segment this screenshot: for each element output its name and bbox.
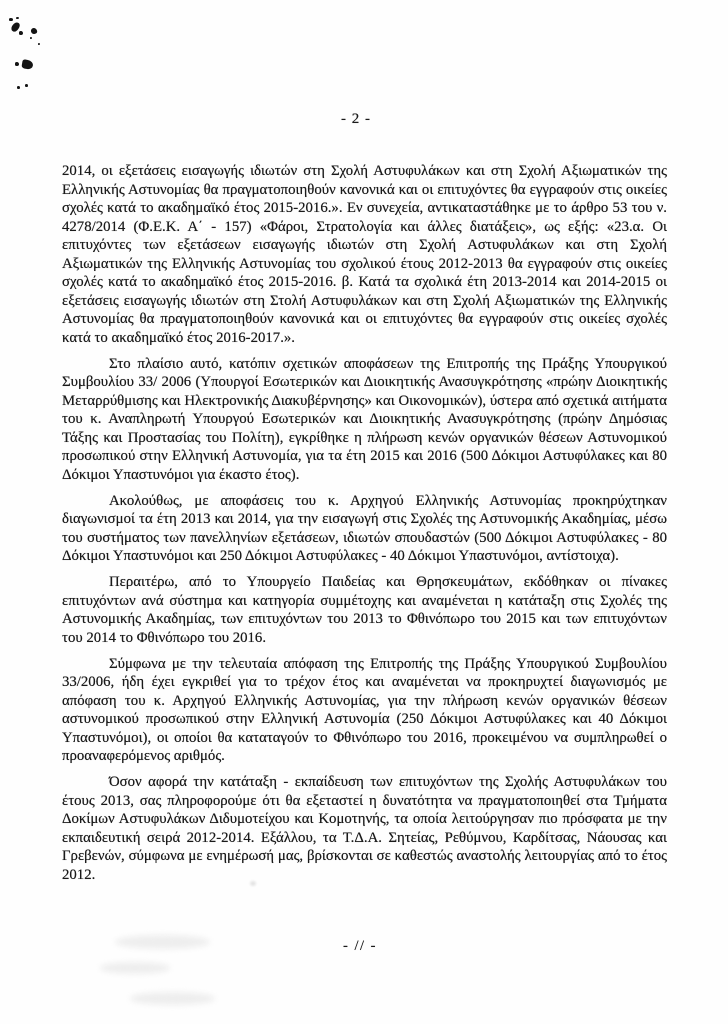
paragraph: Όσον αφορά την κατάταξη - εκπαίδευση των επιτυχόντων της Σχολής Αστυφυλάκων του έτους 2013, σας πληροφορούμε ότι θα εξεταστεί η δυνατότητα να πραγματοποιηθεί στα Τμήματα Δοκίμων Αστυφυλάκων Διδυμοτείχου και Κομοτηνής, τα οποία λειτούργησαν πιο πρόσφατα με την εκπαιδευτική σειρά 2012-2014. Εξάλλου, τα Τ.Δ.Α. Σητείας, Ρεθύμνου, Καρδίτσας, Νάουσας και Γρεβενών, σύμφωνα με ενημέρωσή μας, βρίσκονται σε καθεστώς αναστολής λειτουργίας από το έτος 2012. [62, 774, 667, 883]
bleedthrough-smudge [130, 992, 215, 1005]
paragraph: Περαιτέρω, από το Υπουργείο Παιδείας και Θρησκευμάτων, εκδόθηκαν οι πίνακες επιτυχόντων ανά σύστημα και κατηγορία συμμέτοχης και αναμένεται η κατάταξη στις Σχολές της Αστυνομικής Ακαδημίας, των επιτυχόντων του 2013 το Φθινόπωρο του 2015 και των επιτυχόντων του 2014 το Φθινόπωρο του 2016. [62, 574, 667, 646]
paragraph: Στο πλαίσιο αυτό, κατόπιν σχετικών αποφάσεων της Επιτροπής της Πράξης Υπουργικού Συμβουλίου 33/ 2006 (Υπουργοί Εσωτερικών και Διοικητικής Ανασυγκρότησης «πρώην Διοικητικής Μεταρρύθμισης και Ηλεκτρονικής Διακυβέρνησης» και Οικονομικών), ύστερα από σχετικά αιτήματα του κ. Αναπληρωτή Υπουργού Εσωτερικών και Διοικητικής Ανασυγκρότησης (πρώην Δημόσιας Τάξης και Προστασίας του Πολίτη), εγκρίθηκε η πλήρωση κενών οργανικών θέσεων Αστυνομικού προσωπικού στην Ελληνική Αστυνομία, για τα έτη 2015 και 2016 (500 Δόκιμοι Αστυφύλακες και 80 Δόκιμοι Υπαστυνόμοι για έκαστο έτος). [62, 355, 667, 483]
paragraph: Ακολούθως, με αποφάσεις του κ. Αρχηγού Ελληνικής Αστυνομίας προκηρύχτηκαν διαγωνισμοί τα έτη 2013 και 2014, για την εισαγωγή στις Σχολές της Αστυνομικής Ακαδημίας, μέσω του συστήματος των πανελληνίων εξετάσεων, ιδιωτών σπουδαστών (500 Δόκιμοι Αστυφύλακες - 80 Δόκιμοι Υπαστυνόμοι και 250 Δόκιμοι Αστυφύλακες - 40 Δόκιμοι Υπαστυνόμοι, αντίστοιχα). [62, 492, 667, 564]
ink-speck [38, 43, 40, 45]
ink-speck [17, 86, 20, 89]
paragraph-continuation: 2014, οι εξετάσεις εισαγωγής ιδιωτών στη Σχολή Αστυφυλάκων και στη Σχολή Αξιωματικών της Ελληνικής Αστυνομίας θα πραγματοποιηθούν κανονικά και οι επιτυχόντες θα εγγραφούν στις οικείες σχολές κατά το ακαδημαϊκό έτος 2015-2016.». Εν συνεχεία, αντικαταστάθηκε με το άρθρο 53 του ν. 4278/2014 (Φ.Ε.Κ. Α΄ - 157) «Φάροι, Στρατολογία και άλλες διατάξεις», ως εξής: «23.α. Οι επιτυχόντες των εξετάσεων εισαγωγής ιδιωτών στη Σχολή Αστυφυλάκων και στη Σχολή Αξιωματικών της Ελληνικής Αστυνομίας του σχολικού έτους 2012-2013 θα εγγραφούν στις οικείες σχολές κατά το ακαδημαϊκό έτος 2015-2016. β. Κατά τα σχολικά έτη 2013-2014 και 2014-2015 οι εξετάσεις εισαγωγής ιδιωτών στη Στολή Αστυφυλάκων και στη Σχολή Αξιωματικών της Ελληνικής Αστυνομίας θα πραγματοποιηθούν κανονικά και οι επιτυχόντες θα εγγραφούν στις οικείες σχολές κατά το ακαδημαϊκό έτος 2016-2017.». [62, 163, 667, 346]
ink-speck [25, 84, 28, 87]
document-body [62, 162, 667, 892]
ink-speck [15, 62, 19, 66]
ink-speck [19, 31, 23, 35]
ink-speck [30, 37, 32, 39]
ink-speck [16, 17, 19, 19]
ink-speck [9, 18, 13, 21]
bleedthrough-smudge [100, 962, 170, 974]
ink-speck [21, 59, 33, 70]
page-end-marker: - // - [343, 938, 377, 954]
paragraph: Σύμφωνα με την τελευταία απόφαση της Επιτροπής της Πράξης Υπουργικού Συμβουλίου 33/2006, ήδη έχει εγκριθεί για το τρέχον έτος και αναμένεται να προκηρυχτεί διαγωνισμός με απόφαση του κ. Αρχηγού Ελληνικής Αστυνομίας, για την πλήρωση κενών οργανικών θέσεων αστυνομικού προσωπικού στην Ελληνική Αστυνομία (250 Δόκιμοι Αστυφύλακες και 40 Δόκιμοι Υπαστυνόμοι), οι οποίοι θα καταταγούν το Φθινόπωρο του 2016, προκειμένου να συμπληρωθεί ο προαναφερόμενος αριθμός. [62, 655, 667, 764]
ink-speck [30, 27, 37, 34]
page-number: - 2 - [341, 111, 371, 127]
